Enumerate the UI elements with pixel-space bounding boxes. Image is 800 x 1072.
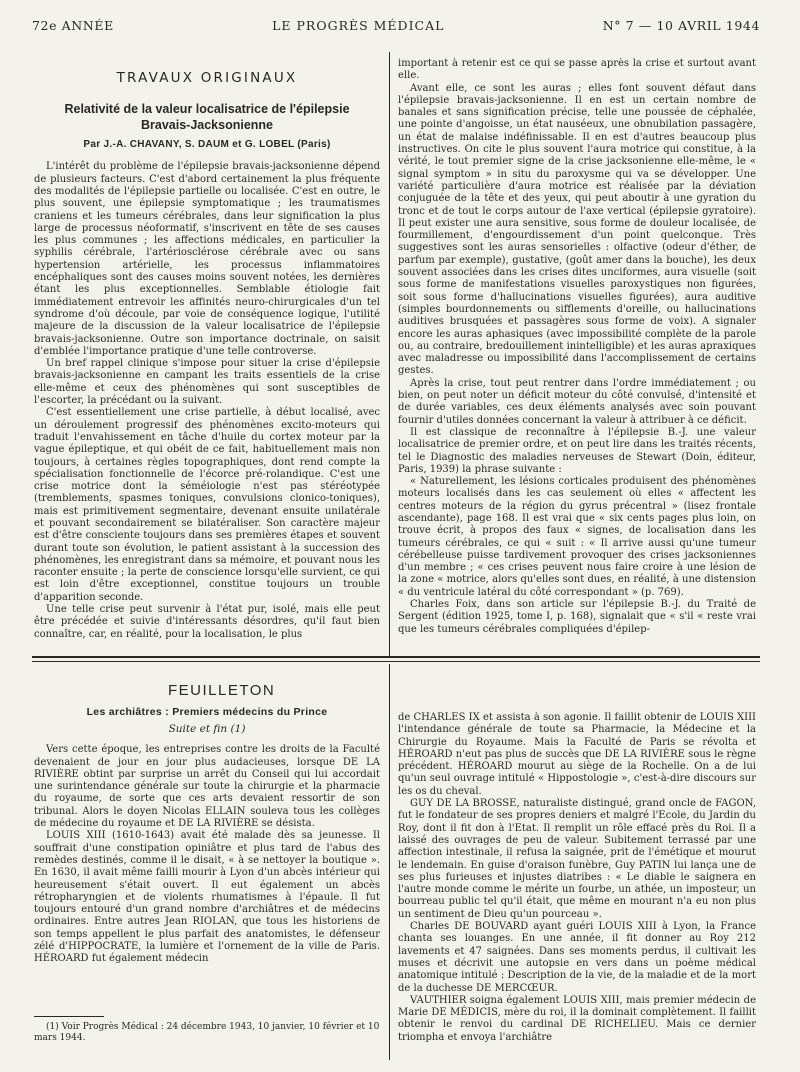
footnote: (1) Voir Progrès Médical : 24 décembre 1943, 10 janvier, 10 février et 10 mars 1944. xyxy=(34,1022,380,1044)
article-paragraph: important à retenir est ce qui se passe après la crise et surtout avant elle. xyxy=(398,58,756,82)
issue-date: N° 7 — 10 AVRIL 1944 xyxy=(602,18,760,33)
article-left-column xyxy=(34,62,380,644)
article-paragraph: Un bref rappel clinique s'impose pour situer la crise d'épilepsie bravais-jacksonienne en campant les traits essentiels de la crise elle-même et ceux des phénomènes qui sont susceptibles de l'escorter, la précédant ou la suivant. xyxy=(34,358,380,407)
feuilleton-paragraph: de CHARLES IX et assista à son agonie. Il faillit obtenir de LOUIS XIII l'intendance générale de toute sa Pharmacie, la Médecine et la Chirurgie du Royaume. Mais la Faculté de Paris se révolta et HÉROARD n'eut pas plus de succès que DE LA RIVIÈRE sous le règne précédent. HÉROARD mourut au siège de la Rochelle. On a de lui qu'un seul ouvrage intitulé « Hippostologie », c'est-à-dire discours sur les os du cheval. xyxy=(398,712,756,797)
feuilleton-subtitle: Les archiâtres : Premiers médecins du Prince xyxy=(86,706,328,719)
article-paragraph: Une telle crise peut survenir à l'état pur, isolé, mais elle peut être précédée et suivie d'intéressants désordres, qu'il faut bien connaître, car, en réalité, pour la localisation, le plus xyxy=(34,604,380,640)
article-title: Relativité de la valeur localisatrice de l'épilepsie Bravais-Jacksonienne xyxy=(64,101,350,132)
article-paragraph: Après la crise, tout peut rentrer dans l'ordre immédiatement ; ou bien, on peut noter un déficit moteur du côté convulsé, d'intensité et de durée variables, ces deux éléments analysés avec soin pouvant fournir d'utiles données concernant la valeur à attribuer à ce déficit. xyxy=(398,377,756,426)
feuilleton-separator-rule xyxy=(32,656,760,658)
article-paragraph: L'intérêt du problème de l'épilepsie bravais-jacksonienne dépend de plusieurs facteurs. C'est d'abord certainement la plus fréquente des modalités de l'épilepsie partielle ou localisée. C'est en outre, le plus souvent, une épilepsie symptomatique ; les traumatismes craniens et les tumeurs cérébrales, dans leur signification la plus large de processus néoformatif, s'inscrivent en tête de ses causes les plus communes ; les affections médicales, en particulier la syphilis cérébrale, l'artériosclérose cérébrale avec ou sans hypertension artérielle, les processus inflammatoires encéphaliques sont des causes moins souvent notées, les dernières étant les plus exceptionnelles. Semblable étiologie fait immédiatement entrevoir les affinités neuro-chirurgicales d'un tel syndrome d'où découle, par voie de conséquence logique, l'utilité majeure de la discussion de la valeur localisatrice de l'épilepsie bravais-jacksonienne. Outre son importance doctrinale, on saisit d'emblée l'importance pratique d'une telle controverse. xyxy=(34,161,380,357)
article-quote: « Naturellement, les lésions corticales produisent des phénomènes moteurs localisés dans les cas seulement où elles « affectent les centres moteurs de la région du gyrus précentral » (lisez frontale ascendante), page 168. Il est vrai que « six cents pages plus loin, on trouve écrit, à propos des faux « signes, de localisation dans les tumeurs cérébrales, ce qui « suit : « Il arrive aussi qu'une tumeur cérébelleuse puisse tardivement provoquer des crises jacksoniennes d'un membre ; « ces crises peuvent nous faire croire à une lésion de la zone « motrice, alors qu'elles sont dues, en réalité, à une distension « du ventricule latéral du côté correspondant » (p. 769). xyxy=(398,476,756,598)
journal-title: LE PROGRÈS MÉDICAL xyxy=(272,18,445,33)
feuilleton-paragraph: LOUIS XIII (1610-1643) avait été malade dès sa jeunesse. Il souffrait d'une constipation opiniâtre et plus tard de l'abus des remèdes destinés, comme il le disait, « à se nettoyer la boutique ». En 1630, il avait même failli mourir à Lyon d'un abcès intérieur qui heureusement s'était ouvert. Il eut également un abcès rétropharyngien et de violents rhumatismes à l'épaule. Il fut toujours entouré d'un grand nombre d'archiâtres et de médecins ordinaires. Entre autres Jean RIOLAN, que tous les historiens de son temps appellent le plus parfait des anatomistes, le défenseur zélé d'HIPPOCRATE, la lumière et l'ornement de la ville de Paris. HÉROARD fut également médecin xyxy=(34,830,380,965)
article-paragraph: Charles Foix, dans son article sur l'épilepsie B.-J. du Traité de Sergent (édition 1925, tome I, p. 168), signalait que « s'il « reste vrai que les tumeurs cérébrales compliquées d'épilep- xyxy=(398,599,756,635)
feuilleton-paragraph: GUY DE LA BROSSE, naturaliste distingué, grand oncle de FAGON, fut le fondateur de ses propres deniers et malgré l'Ecole, du Jardin du Roy, dont il fit don à l'Etat. Il remplit un rôle effacé près du Roi. Il a laissé des ouvrages de peu de valeur. Subitement terrassé par une affection intestinale, il refusa la saignée, prit de l'émétique et mourut le lendemain. En guise d'oraison funèbre, Guy PATIN lui lança une de ses plus furieuses et injustes diatribes : « Le diable le saignera en l'autre monde comme le mérite un fourbe, un athée, un imposteur, un bourreau public tel qu'il était, que même en mourant n'a eu non plus un sentiment de Dieu qu'un pourceau ». xyxy=(398,798,756,920)
column-divider-bottom xyxy=(389,664,390,1060)
feuilleton-separator-rule-thin xyxy=(32,661,760,662)
feuilleton-title: FEUILLETON xyxy=(168,682,276,699)
feuilleton-paragraph: Vers cette époque, les entreprises contre les droits de la Faculté devenaient de jour en jour plus audacieuses, lorsque DE LA RIVIÈRE obtint par surprise un arrêt du Conseil qui lui accordait une surintendance générale sur toute la chirurgie et la pharmacie du royaume, de sorte que ces arts devaient ressortir de son tribunal. Alors le doyen Nicolas ELLAIN souleva tous les collèges de médecine du royaume et DE LA RIVIÈRE se désista. xyxy=(34,744,380,830)
footnote-rule xyxy=(34,1016,104,1017)
feuilleton-paragraph: Charles DE BOUVARD ayant guéri LOUIS XIII à Lyon, la France chanta ses louanges. En une année, il fit donner au Roy 212 lavements et 47 saignées. Dans ses moments perdus, il cultivait les muses et décrivit une autopsie en vers dans un poème médical anatomique intitulé : Description de la vie, de la maladie et de la mort de la duchesse DE MERCŒUR. xyxy=(398,921,756,994)
feuilleton-left-column xyxy=(34,676,380,1054)
article-paragraph: C'est essentiellement une crise partielle, à début localisé, avec un déroulement progressif des phénomènes excito-moteurs qui traduit l'envahissement en tâche d'huile du cortex moteur par la vague épileptique, et qui obéit de ce fait, habituellement mais non toujours, à certaines règles topographiques, dont rend compte la spécialisation fonctionnelle de l'écorce pré-rolandique. C'est une crise motrice dont la séméiologie n'est pas stéréotypée (tremblements, spasmes toniques, convulsions clonico-toniques), mais est primitivement segmentaire, devenant ensuite unilatérale et pouvant secondairement se bilatéraliser. Son caractère majeur est d'être consciente toujours dans ses premières étapes et souvent durant toute son évolution, le patient assistant à la succession des phénomènes, les enregistrant dans sa mémoire, et pouvant nous les raconter ensuite ; la perte de conscience lorsqu'elle survient, ce qui est loin d'être exceptionnel, constitue toujours un trouble d'apparition seconde. xyxy=(34,407,380,603)
article-right-column xyxy=(398,58,756,708)
article-authors: Par J.-A. CHAVANY, S. DAUM et G. LOBEL (Paris) xyxy=(83,139,331,151)
feuilleton-right-column xyxy=(398,712,756,1062)
article-paragraph: Avant elle, ce sont les auras ; elles font souvent défaut dans l'épilepsie bravais-jacksonienne. Il en est un certain nombre de banales et sans signification précise, telle une poussée de céphalée, une pointe d'angoisse, un état nauséeux, une obnubilation passagère, un état de malaise indéfinissable. Il en est d'autres beaucoup plus instructives. On cite le plus souvent l'aura motrice qui constitue, à la vérité, le tout premier signe de la crise jacksonienne elle-même, le « signal symptom » in situ du paroxysme qui va se développer. Une variété particulière d'aura motrice est réalisée par la déviation conjuguée de la tête et des yeux, qui peut aboutir à une gyration du tronc et de tout le corps autour de l'axe vertical (épilepsie gyratoire). Il peut exister une aura sensitive, sous forme de douleur localisée, de fourmillement, d'engourdissement d'un point quelconque. Très suggestives sont les auras sensorielles : olfactive (odeur d'éther, de parfum par exemple), gustative, (goût amer dans la bouche), les deux souvent associées dans les crises dites unciformes, aura visuelle (soit sous forme de manifestations visuelles paroxystiques non figurées, soit sous forme d'hallucinations visuelles figurées), aura auditive (simples bourdonnements ou sifflements d'oreille, ou hallucinations auditives brusquées et passagères sous forme de voix). A signaler encore les auras aphasiques (avec impossibilité complète de la parole ou, au contraire, bredouillement inintelligible) et les auras apraxiques avec maladresse ou impossibilité dans l'accomplissement de certains gestes. xyxy=(398,82,756,377)
year-label: 72e ANNÉE xyxy=(32,18,114,33)
feuilleton-suite: Suite et fin (1) xyxy=(168,723,246,736)
article-paragraph: Il est classique de reconnaître à l'épilepsie B.-J. une valeur localisatrice de premier ordre, et on peut lire dans les traités récents, tel le Diagnostic des maladies nerveuses de Stewart (Doin, éditeur, Paris, 1939) la phrase suivante : xyxy=(398,426,756,475)
running-head xyxy=(32,20,760,42)
feuilleton-paragraph: VAUTHIER soigna également LOUIS XIII, mais premier médecin de Marie DE MÉDICIS, mère du roi, il la dominait complètement. Il faillit obtenir le renvoi du cardinal DE RICHELIEU. Mais ce dernier triompha et envoya l'archiâtre xyxy=(398,994,756,1043)
column-divider-top xyxy=(389,52,390,656)
section-title: TRAVAUX ORIGINAUX xyxy=(116,70,298,86)
